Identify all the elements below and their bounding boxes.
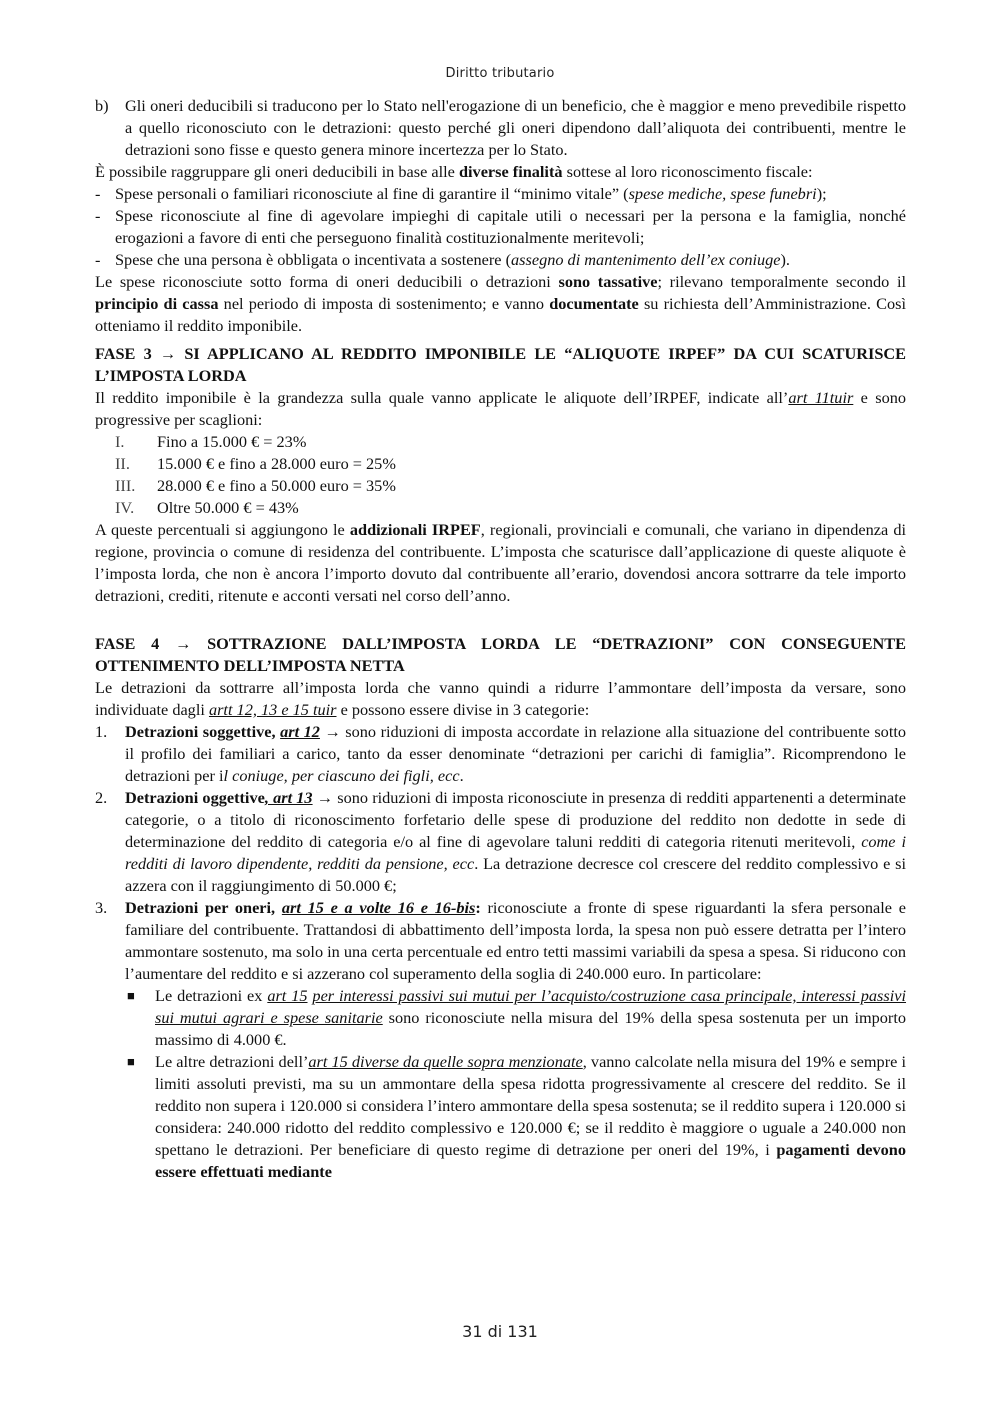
roman-marker: II. [115,454,130,473]
paragraph-fase3-intro: Il reddito imponibile è la grandezza sulla quale vanno applicate le aliquote dell’IRPEF, indicate all’art 11tuir e sono progressive per scaglioni: [95,388,906,429]
dash-marker: - [95,250,101,269]
roman-marker: IV. [115,498,135,517]
law-reference: art 11tuir [788,388,854,407]
numbered-item: 2. Detrazioni oggettive, art 13 → sono riduzioni di imposta riconosciute in presenza di redditi appartenenti a determinate categorie, o a titolo di riconoscimento forfetario delle spese di produzione del reddito non dedotte in sede di determinazione del reddito di categoria e/o al fine di agevolare taluni redditi di categoria ritenuti meritevoli, come i redditi di lavoro dipendente, redditi da pensione, ecc. La detrazione decresce col crescere del reddito complessivo e si azzera con il raggiungimento di 50.000 €; [95,788,907,895]
number-marker: 3. [95,898,108,917]
roman-marker: III. [115,476,136,495]
law-reference: , art 13 [264,788,313,807]
number-marker: 2. [95,788,108,807]
italic-text: assegno di mantenimento dell’ex coniuge [511,250,781,269]
bracket-item: I. Fino a 15.000 € = 23% [95,431,906,453]
running-header: Diritto tributario [445,66,555,81]
italic-text: spese mediche, spese funebri [628,184,817,203]
bracket-item: IV. Oltre 50.000 € = 43% [95,497,906,519]
law-reference: art 12 [280,722,320,741]
bracket-item: III. 28.000 € e fino a 50.000 euro = 35% [95,475,906,497]
paragraph-fase4-intro: Le detrazioni da sottrarre all’imposta lorda che vanno quindi a ridurre l’ammontare dell’imposta da versare, sono individuate dagli artt 12, 13 e 15 tuir e possono essere divise in 3 categorie: [95,678,906,719]
dash-marker: - [95,206,101,225]
law-reference: artt 12, 13 e 15 tuir [208,700,337,719]
number-marker: 1. [95,722,108,741]
dash-item: - Spese che una persona è obbligata o incentivata a sostenere (assegno di mantenimento dell’ex coniuge). [95,250,791,269]
list-marker: b) [95,96,109,115]
heading-fase-4: FASE 4 → SOTTRAZIONE DALL’IMPOSTA LORDA LE “DETRAZIONI” CON CONSEGUENTE OTTENIMENTO DELL’IMPOSTA NETTA [95,634,906,675]
dash-item: - Spese personali o familiari riconosciute al fine di garantire il “minimo vitale” (spese mediche, spese funebri); [95,184,827,203]
sub-bullet-item: ■ Le detrazioni ex art 15 per interessi passivi sui mutui per l’acquisto/costruzione casa principale, interessi passivi sui mutui agrari e spese sanitarie sono riconosciute nella misura del 19% della spesa sostenuta per un importo massimo di 4.000 €. [127,986,907,1049]
bracket-item: II. 15.000 € e fino a 28.000 euro = 25% [95,453,906,475]
heading-fase-3: FASE 3 → SI APPLICANO AL REDDITO IMPONIBILE LE “ALIQUOTE IRPEF” DA CUI SCATURISCE L’IMPOSTA LORDA [95,344,906,385]
dash-item: - Spese riconosciute al fine di agevolare impieghi di capitale utili o necessari per la persona e la famiglia, nonché erogazioni a favore di enti che perseguono finalità costituzionalmente meritevoli; [95,206,906,247]
page-number: 31 di 131 [462,1322,538,1341]
paragraph-tassative: Le spese riconosciute sotto forma di oneri deducibili o detrazioni sono tassative; rilevano temporalmente secondo il principio di cassa nel periodo di imposta di sostenimento; e vanno documentate su richiesta dell’Amministrazione. Così otteniamo il reddito imponibile. [95,272,906,335]
bold-text: diverse finalità [458,162,563,181]
list-item-text: Gli oneri deducibili si traducono per lo Stato nell'erogazione di un beneficio, che è maggior e meno prevedibile rispetto a quello riconosciuto con le detrazioni: questo perché gli oneri dipendono dall’aliquota dei contribuenti, mentre le detrazioni sono fisse e questo genera minore incertezza per lo Stato. [125,96,906,159]
square-bullet-icon: ■ [127,1054,135,1069]
sub-bullet-item: ■ Le altre detrazioni dell’art 15 diverse da quelle sopra menzionate, vanno calcolate nella misura del 19% e sempre i limiti assoluti previsti, ma su un ammontare della spesa ridotta progressivamente al crescere del reddito. Se il reddito non supera i 120.000 si considera l’intero ammontare della spesa sostenuta; se il reddito supera i 120.000 si considera: 240.000 ridotto del reddito complessivo e 120.000 €; se il reddito è maggiore o uguale a 240.000 non spettano le detrazioni. Per beneficiare di questo regime di detrazione per oneri del 19%, i pagamenti devono essere effettuati mediante [127,1052,906,1181]
law-reference: art 15 e a volte 16 e 16-bis [281,898,476,917]
square-bullet-icon: ■ [127,988,135,1003]
paragraph-addizionali: A queste percentuali si aggiungono le addizionali IRPEF, regionali, provinciali e comunali, che variano in dipendenza di regione, provincia o comune di residenza del contribuente. L’imposta che scaturisce dall’applicazione di queste aliquote è l’imposta lorda, che non è ancora l’importo dovuto dal contribuente all’erario, dovendosi ancora sottrarre da tele importo detrazioni, crediti, ritenute e acconti versati nel corso dell’anno. [95,520,906,605]
numbered-item: 1. Detrazioni soggettive, art 12 → sono riduzioni di imposta accordate in relazione alla situazione del contribuente sotto il profilo dei familiari a carico, tanto da esser denominate “detrazioni per carichi di famiglia”. Ricomprendono le detrazioni per il coniuge, per ciascuno dei figli, ecc. [95,722,907,785]
numbered-item: 3. Detrazioni per oneri, art 15 e a volte 16 e 16-bis: riconosciute a fronte di spese riguardanti la sfera personale e familiare del contribuente. Trattandosi di abbattimento dell’imposta lorda, la spesa non può essere detratta per l’intero ammontare sostenuto, ma solo in una certa percentuale ed entro tetti massimi variabili da spesa a spesa. Si riducono con l’aumentare del reddito e si azzerano col superamento della soglia di 240.000 euro. In particolare: [95,898,906,983]
page-body [95,95,906,1183]
list-item-b [95,95,906,161]
dash-marker: - [95,184,101,203]
roman-marker: I. [115,432,125,451]
paragraph-finalita: È possibile raggruppare gli oneri deducibili in base alle diverse finalità sottese al loro riconoscimento fiscale: [95,162,813,181]
